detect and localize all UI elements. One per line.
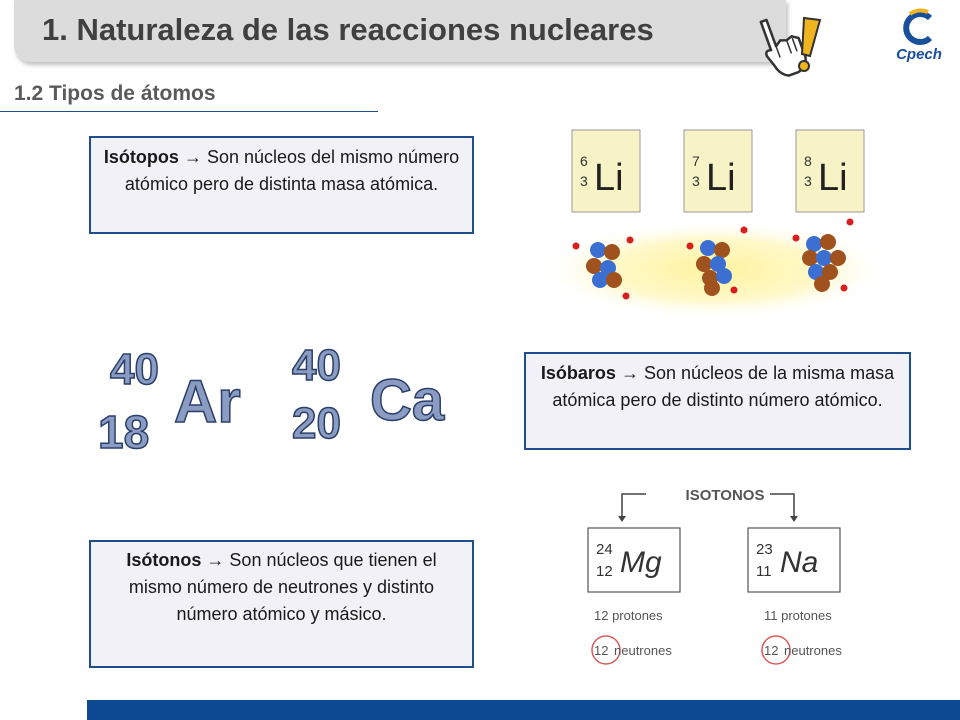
- isotone-heading: ISOTONOS: [685, 487, 765, 504]
- isobaros-term: Isóbaros: [540, 363, 616, 383]
- mg-z: 12: [596, 563, 613, 580]
- na-neutrons-num: 12: [764, 643, 779, 658]
- calcium-notation: [292, 341, 445, 448]
- isotopos-definition-box: [89, 136, 474, 234]
- li-6-mass: 6: [580, 153, 588, 169]
- calcium-z: 20: [292, 399, 341, 448]
- na-symbol: Na: [780, 546, 819, 579]
- pointing-hand-icon: [748, 4, 828, 80]
- isotopos-arrow: →: [183, 147, 202, 167]
- footer-bar: [87, 700, 960, 720]
- na-mass: 23: [756, 541, 773, 558]
- li-8-z: 3: [804, 173, 812, 189]
- li-8-mass: 8: [804, 153, 812, 169]
- isotonos-arrow: →: [206, 550, 225, 570]
- isotonos-definition-box: [89, 540, 474, 668]
- argon-symbol: Ar: [174, 368, 241, 435]
- isobar-pair-illustration: [92, 330, 472, 460]
- section-subtitle: 1.2 Tipos de átomos: [14, 82, 216, 105]
- isotonos-definition: Son núcleos que tienen el mismo número de neutrones y distinto número atómico y másico.: [128, 550, 437, 624]
- li-8-symbol: Li: [818, 157, 848, 199]
- li-6-z: 3: [580, 173, 588, 189]
- cpech-logo: [884, 8, 954, 70]
- mg-neutrons-num: 12: [594, 643, 609, 658]
- mg-mass: 24: [596, 541, 613, 558]
- mg-symbol: Mg: [620, 546, 662, 579]
- page-title: 1. Naturaleza de las reacciones nucleares: [42, 12, 654, 47]
- li-card-3: [796, 130, 864, 212]
- li-card-2: [684, 130, 752, 212]
- isotopos-definition: Son núcleos del mismo número atómico pero de distinta masa atómica.: [124, 147, 460, 194]
- lithium-isotopes-illustration: [540, 120, 890, 320]
- isotone-left-arrow: [622, 494, 646, 518]
- isobaros-definition-box: [524, 352, 911, 450]
- argon-notation: [98, 345, 241, 458]
- li-7-symbol: Li: [706, 157, 736, 199]
- calcium-symbol: Ca: [370, 368, 445, 433]
- argon-mass: 40: [110, 345, 159, 394]
- na-protons: 11 protones: [764, 608, 832, 623]
- mg-neutrons-word: neutrones: [614, 643, 672, 658]
- argon-z: 18: [98, 406, 150, 458]
- subtitle-underline: [0, 111, 378, 112]
- isobaros-arrow: →: [620, 363, 639, 383]
- isotopos-term: Isótopos: [103, 147, 179, 167]
- cpech-logo-icon: [884, 8, 954, 48]
- na-z: 11: [756, 563, 772, 580]
- isotonos-term: Isótonos: [126, 550, 202, 570]
- li-7-mass: 7: [692, 153, 700, 169]
- na-neutrons-word: neutrones: [784, 643, 842, 658]
- li-7-z: 3: [692, 173, 700, 189]
- li-card-1: [572, 130, 640, 212]
- logo-text: Cpech: [896, 46, 942, 63]
- calcium-mass: 40: [292, 341, 341, 390]
- isotone-right-arrow: [770, 494, 794, 518]
- li-6-symbol: Li: [594, 157, 624, 199]
- mg-protons: 12 protones: [594, 608, 663, 623]
- isotone-diagram: [580, 480, 870, 670]
- isobaros-definition: Son núcleos de la misma masa atómica pero de distinto número atómico.: [552, 363, 895, 410]
